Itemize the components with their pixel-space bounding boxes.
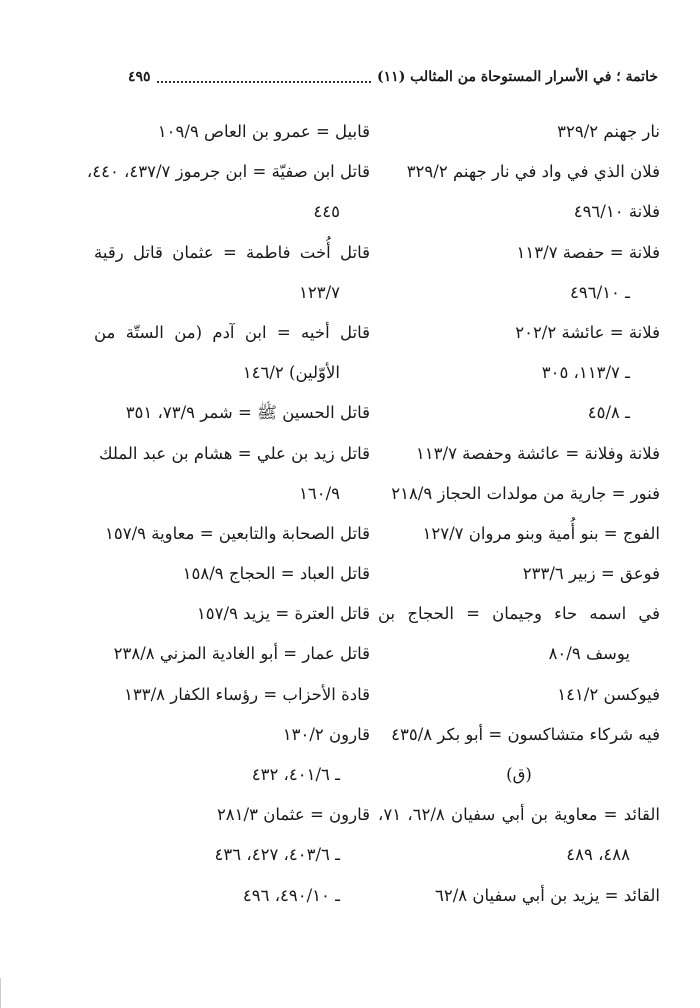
index-entry: قابيل = عمرو بن العاص ١٠٩/٩ xyxy=(157,122,370,141)
page-edge xyxy=(0,978,7,1008)
running-header xyxy=(128,64,658,90)
index-entry: قاتل الصحابة والتابعين = معاوية ١٥٧/٩ xyxy=(104,523,370,543)
index-entry-continuation: يوسف ٨٠/٩ xyxy=(548,644,630,664)
index-entry: نار جهنم ٣٢٩/٢ xyxy=(557,122,660,141)
index-entry: قاتل أُخت فاطمة = عثمان قاتل رقية xyxy=(94,242,370,262)
index-entry: قارون = عثمان ٢٨١/٣ xyxy=(216,805,370,825)
index-entry: فلان الذي في واد في نار جهنم ٣٢٩/٢ xyxy=(406,162,660,182)
index-entry: فلانة = حفصة ١١٣/٧ xyxy=(516,242,660,262)
index-entry: فيه شركاء متشاكسون = أبو بكر ٤٣٥/٨ xyxy=(391,724,660,744)
index-entry: فلانة = عائشة ٢٠٢/٢ xyxy=(515,322,660,342)
index-entry: فلانة ٤٩٦/١٠ xyxy=(573,202,660,222)
index-entry: قادة الأحزاب = رؤساء الكفار ١٣٣/٨ xyxy=(123,684,370,704)
index-entry: في اسمه حاء وجيمان = الحجاج بن xyxy=(378,604,660,624)
index-entry-continuation: ٤٨٨، ٤٨٩ xyxy=(566,845,630,865)
page-number: ٤٩٥ xyxy=(128,69,151,85)
index-column-left xyxy=(86,112,370,916)
index-entry-continuation: ـ ٤٩٦/١٠ xyxy=(570,282,630,302)
index-entry-continuation: الأوّلين) ١٤٦/٢ xyxy=(242,363,340,383)
index-entry-continuation: ـ ٤٩٠/١٠، ٤٩٦ xyxy=(242,885,340,905)
section-letter-heading: (ق) xyxy=(506,765,532,784)
index-entry: قاتل العباد = الحجاج ١٥٨/٩ xyxy=(182,564,370,584)
index-column-right xyxy=(378,112,660,916)
index-entry: قاتل زيد بن علي = هشام بن عبد الملك xyxy=(98,443,370,463)
index-entry: فنور = جارية من مولدات الحجاز ٢١٨/٩ xyxy=(391,483,660,503)
index-entry-continuation: ١٦٠/٩ xyxy=(298,483,340,503)
index-entry: قاتل عمار = أبو الغادية المزني ٢٣٨/٨ xyxy=(113,644,370,664)
index-entry-continuation: ١٢٣/٧ xyxy=(298,282,340,302)
header-title: خاتمة ؛ في الأسرار المستوحاة من المثالب (١١) xyxy=(377,69,658,85)
index-entry: قارون ١٣٠/٢ xyxy=(282,724,370,744)
index-entry: قاتل أخيه = ابن آدم (من الستّة من xyxy=(94,322,370,342)
index-entry: فيوكسن ١٤١/٢ xyxy=(557,684,660,704)
leader-dots xyxy=(157,71,371,83)
index-entry: قاتل العترة = يزيد ١٥٧/٩ xyxy=(196,604,370,624)
index-entry-continuation: ٤٤٥ xyxy=(313,202,340,222)
index-entry-continuation: ـ ٤٥/٨ xyxy=(587,403,630,423)
index-entry-continuation: ـ ٤٠٣/٦، ٤٢٧، ٤٣٦ xyxy=(214,845,340,865)
index-entry: القائد = يزيد بن أبي سفيان ٦٢/٨ xyxy=(434,885,660,905)
index-entry: الفوج = بنو أُمية وبنو مروان ١٢٧/٧ xyxy=(422,523,660,543)
index-entry: قاتل ابن صفيّة = ابن جرموز ٤٣٧/٧، ٤٤٠، xyxy=(86,162,370,182)
index-entry: قاتل الحسين ﷺ = شمر ٧٣/٩، ٣٥١ xyxy=(125,403,370,423)
index-entry: فلانة وفلانة = عائشة وحفصة ١١٣/٧ xyxy=(415,443,660,463)
index-entry: القائد = معاوية بن أبي سفيان ٦٢/٨، ٧١، xyxy=(378,805,660,825)
index-entry: فوعق = زبير ٢٣٣/٦ xyxy=(522,564,660,584)
index-entry-continuation: ـ ١١٣/٧، ٣٠٥ xyxy=(541,363,630,383)
index-entry-continuation: ـ ٤٠١/٦، ٤٣٢ xyxy=(251,765,340,784)
